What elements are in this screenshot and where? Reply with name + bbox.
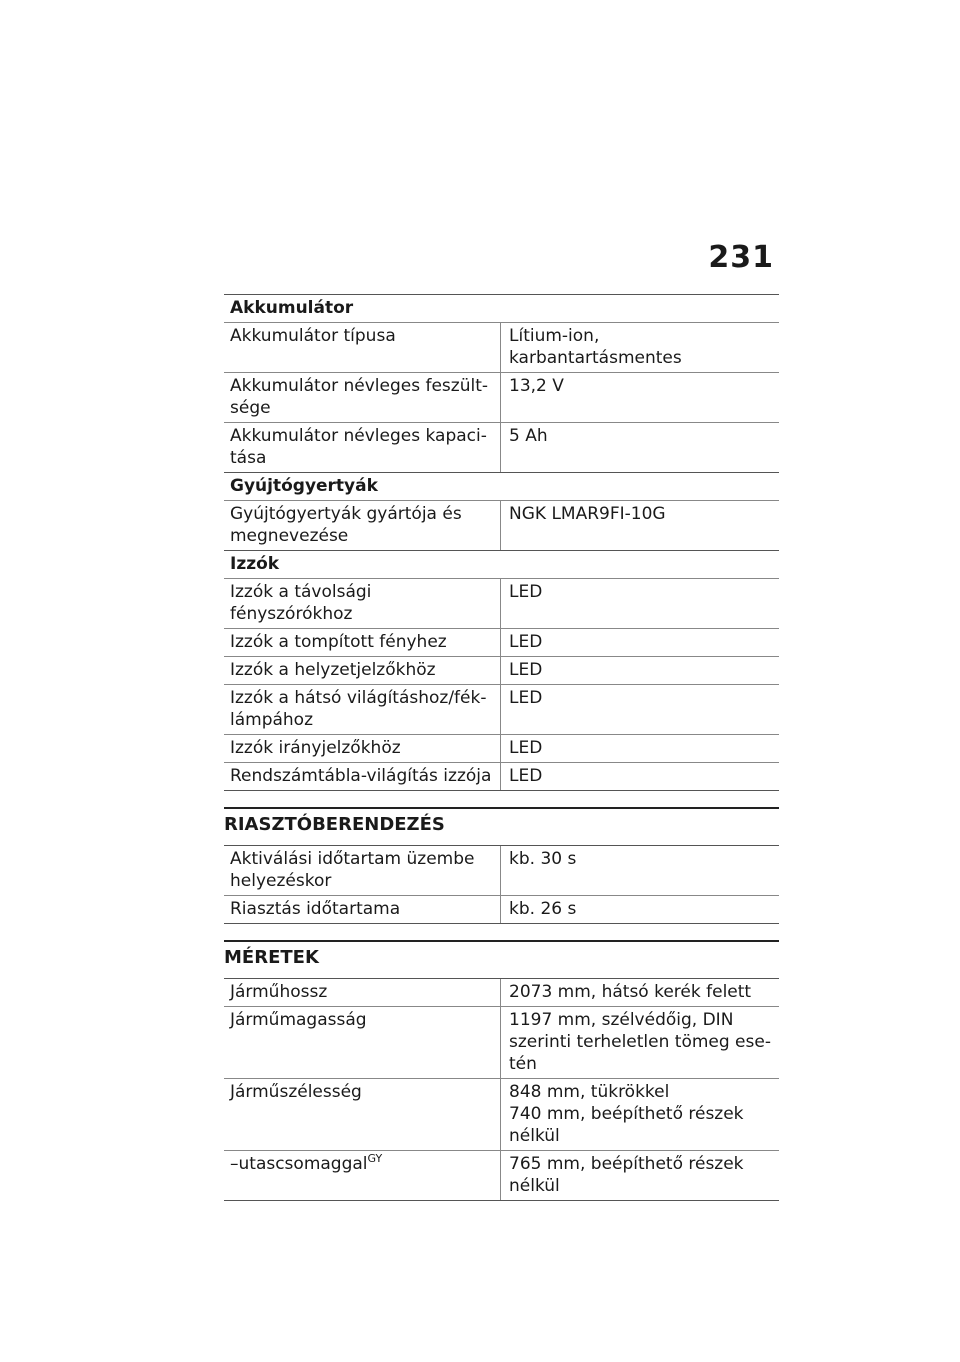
row-value: 848 mm, tükrökkel	[509, 1082, 670, 1102]
table-row	[224, 373, 779, 423]
row-value: Lítium-ion, karbantartásmentes	[509, 326, 682, 368]
row-value: 765 mm, beépíthető részek nélkül	[509, 1154, 744, 1196]
table-row	[224, 579, 779, 629]
row-value: LED	[509, 582, 543, 602]
section-title-bulbs: Izzók	[224, 551, 779, 579]
page-number: 231	[708, 240, 774, 275]
row-label: Járműmagasság	[224, 1007, 501, 1078]
row-label: Akkumulátor névleges kapaci-tása	[224, 423, 501, 472]
row-label-group	[224, 1151, 501, 1200]
row-label: Járműszélesség	[224, 1079, 501, 1150]
row-value: 5 Ah	[509, 426, 548, 446]
table-row	[224, 423, 779, 473]
spec-table-electrical	[224, 294, 779, 791]
table-row	[224, 1007, 779, 1079]
row-label: Izzók a hátsó világításhoz/fék-lámpához	[224, 685, 501, 734]
row-value: NGK LMAR9FI-10G	[509, 504, 666, 524]
table-row	[224, 979, 779, 1007]
row-label: –utascsomaggal	[230, 1154, 368, 1174]
row-label: Riasztás időtartama	[224, 896, 501, 923]
row-label: Izzók a távolsági fényszórókhoz	[224, 579, 501, 628]
row-value: kb. 26 s	[509, 899, 577, 919]
row-value: kb. 30 s	[509, 849, 577, 869]
table-row	[224, 763, 779, 791]
row-value-group	[501, 1079, 779, 1150]
country-code-superscript: GY	[367, 1152, 383, 1165]
row-value: LED	[509, 632, 543, 652]
spec-content	[224, 294, 779, 1201]
spec-table-dimensions	[224, 979, 779, 1201]
row-value: 13,2 V	[509, 376, 564, 396]
table-row	[224, 501, 779, 551]
table-row	[224, 323, 779, 373]
table-row	[224, 1151, 779, 1201]
section-title-battery: Akkumulátor	[224, 295, 779, 323]
table-row	[224, 735, 779, 763]
section-heading-alarm: RIASZTÓBERENDEZÉS	[224, 807, 779, 846]
table-row	[224, 1079, 779, 1151]
row-label: Gyújtógyertyák gyártója és megnevezése	[224, 501, 501, 550]
spec-table-alarm	[224, 846, 779, 924]
row-label: Aktiválási időtartam üzembe helyezéskor	[224, 846, 501, 895]
row-value: LED	[509, 766, 543, 786]
row-value: 2073 mm, hátsó kerék felett	[509, 982, 752, 1002]
row-label: Járműhossz	[224, 979, 501, 1006]
section-heading-dimensions: MÉRETEK	[224, 940, 779, 979]
table-row	[224, 657, 779, 685]
row-value: LED	[509, 738, 543, 758]
row-label: Izzók irányjelzőkhöz	[224, 735, 501, 762]
row-value: LED	[509, 688, 543, 708]
row-value: 1197 mm, szélvédőig, DIN szerinti terheletlen tömeg ese-tén	[509, 1010, 771, 1074]
row-label: Izzók a helyzetjelzőkhöz	[224, 657, 501, 684]
section-title-spark-plugs: Gyújtógyertyák	[224, 473, 779, 501]
row-label: Izzók a tompított fényhez	[224, 629, 501, 656]
table-row	[224, 685, 779, 735]
row-value-secondary: 740 mm, beépíthető részek nélkül	[509, 1104, 744, 1146]
row-label: Rendszámtábla-világítás izzója	[224, 763, 501, 790]
table-row	[224, 629, 779, 657]
row-value: LED	[509, 660, 543, 680]
table-row	[224, 846, 779, 896]
table-row	[224, 896, 779, 924]
row-label: Akkumulátor névleges feszült-sége	[224, 373, 501, 422]
row-label: Akkumulátor típusa	[224, 323, 501, 372]
